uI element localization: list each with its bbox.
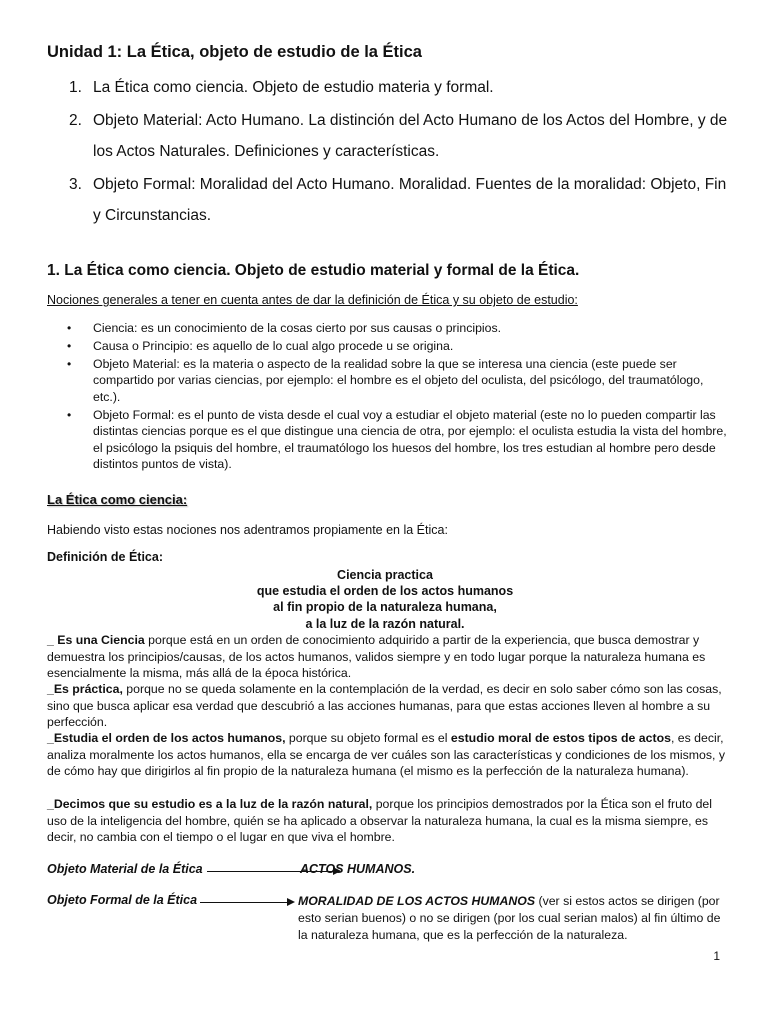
page-number: 1 xyxy=(713,949,720,963)
notions-list xyxy=(47,320,727,474)
paragraph-text: porque los principios demostrados por la Ética son el fruto del uso de la inteligencia del hombre, quién se ha aplicado a observar la naturaleza humana, la cual es la misma siempre, es decir, no cambia con el tiempo o el lugar en que viva el hombre. xyxy=(47,797,712,844)
notion-item xyxy=(47,338,727,355)
paragraph-text-2: , es decir, analiza moralmente los actos humanos, ella se encarga de ver cuáles son las características y condiciones de los mismos, y de cómo hay que dirigirlos al fin propio de la naturaleza humana (el mismo es la perfección de la naturaleza humana). xyxy=(47,731,726,778)
notion-item xyxy=(47,356,727,406)
topic-number: 3. xyxy=(69,175,82,193)
material-object-label: Objeto Material de la Ética xyxy=(47,862,203,876)
paragraph-order xyxy=(47,730,727,780)
bullet-icon: • xyxy=(67,338,72,353)
subsection-title: La Ética como ciencia: xyxy=(47,492,188,507)
paragraph-text: porque está en un orden de conocimiento adquirido a partir de la experiencia, que busca demostrar y demuestra los principios/causas, de los actos humanos, validos siempre y en todo lugar porque la naturaleza humana es esencialmente la misma, más allá de la época histórica. xyxy=(47,633,706,680)
topics-list xyxy=(47,72,737,233)
definition-label: Definición de Ética: xyxy=(47,550,163,564)
topic-text: La Ética como ciencia. Objeto de estudio materia y formal. xyxy=(93,79,494,96)
paragraph-lead: _Es práctica, xyxy=(47,682,123,696)
notion-text: Objeto Formal: es el punto de vista desde el cual voy a estudiar el objeto material (este no lo pueden compartir las distintas ciencias porque es el que distingue una ciencia de otra, por ejemplo: el oculista estudia la vista del hombre, el psicólogo la psiquis del hombre, el traumatólogo los huesos del hombre, los tres estudian al hombre pero desde distintos puntos de vista). xyxy=(93,407,727,472)
topic-item xyxy=(47,105,737,168)
notion-text: Ciencia: es un conocimiento de la cosas cierto por sus causas o principios. xyxy=(93,321,502,335)
definition-line: Ciencia practica xyxy=(337,568,433,582)
paragraph-lead: _Decimos que su estudio es a la luz de la razón natural, xyxy=(47,797,373,811)
arrow-icon xyxy=(200,902,288,903)
paragraph-text: porque su objeto formal es el xyxy=(285,731,451,745)
notion-text: Causa o Principio: es aquello de lo cual algo procede u se origina. xyxy=(93,338,454,353)
paragraph-text: porque no se queda solamente en la contemplación de la verdad, es decir en solo saber cómo son las cosas, sino que busca aplicar esa verdad que descubrió a las acciones humanas, para que estas acciones lleven al hombre a su perfección. xyxy=(47,682,722,729)
arrow-head-icon xyxy=(287,898,295,906)
notion-text: Objeto Material: es la materia o aspecto de la realidad sobre la que se interesa una ciencia (este puede ser compartido por varias ciencias, por ejemplo: el hombre es el objeto del oculista, del psicólogo, del traumatólogo, etc.). xyxy=(93,356,704,404)
topic-text: Objeto Formal: Moralidad del Acto Humano. Moralidad. Fuentes de la moralidad: Objeto, Fin y Circunstancias. xyxy=(93,175,727,224)
notion-item xyxy=(47,407,727,473)
paragraph-practical xyxy=(47,681,727,731)
topic-item xyxy=(47,72,737,104)
topic-number: 1. xyxy=(69,79,82,96)
paragraph-lead-2: estudio moral de estos tipos de actos xyxy=(450,731,671,745)
section-title: 1. La Ética como ciencia. Objeto de estudio material y formal de la Ética. xyxy=(47,262,580,279)
notion-item xyxy=(47,320,727,337)
bullet-icon: • xyxy=(67,356,72,371)
unit-title: Unidad 1: La Ética, objeto de estudio de la Ética xyxy=(47,43,422,61)
formal-object-label: Objeto Formal de la Ética xyxy=(47,893,198,907)
bullet-icon: • xyxy=(67,321,72,335)
definition-block xyxy=(47,567,723,632)
material-object-value: ACTOS HUMANOS. xyxy=(300,862,416,876)
formal-object-explanation: (ver si estos actos se dirigen (por esto serian buenos) o no se dirigen (por los cual serian malos) al fin último de la naturaleza humana, que es la perfección de la naturaleza. xyxy=(298,894,721,942)
paragraph-science xyxy=(47,632,727,682)
definition-line: a la luz de la razón natural. xyxy=(305,616,465,631)
paragraph-reason xyxy=(47,796,727,846)
approach-text: Habiendo visto estas nociones nos adentramos propiamente en la Ética: xyxy=(47,523,448,537)
topic-number: 2. xyxy=(69,111,82,129)
formal-object-value: MORALIDAD DE LOS ACTOS HUMANOS xyxy=(298,894,536,908)
paragraph-lead: _Estudia el orden de los actos humanos, xyxy=(47,731,286,745)
topic-item xyxy=(47,169,737,232)
definition-line: que estudia el orden de los actos humanos xyxy=(256,584,514,599)
formal-object-description xyxy=(298,893,730,944)
paragraph-lead: _ Es una Ciencia xyxy=(47,633,145,647)
intro-text: Nociones generales a tener en cuenta antes de dar la definición de Ética y su objeto de estudio: xyxy=(47,293,578,307)
topic-text: Objeto Material: Acto Humano. La distinción del Acto Humano de los Actos del Hombre, y de los Actos Naturales. Definiciones y características. xyxy=(93,111,728,160)
bullet-icon: • xyxy=(67,407,72,422)
definition-line: al fin propio de la naturaleza humana, xyxy=(273,600,497,615)
